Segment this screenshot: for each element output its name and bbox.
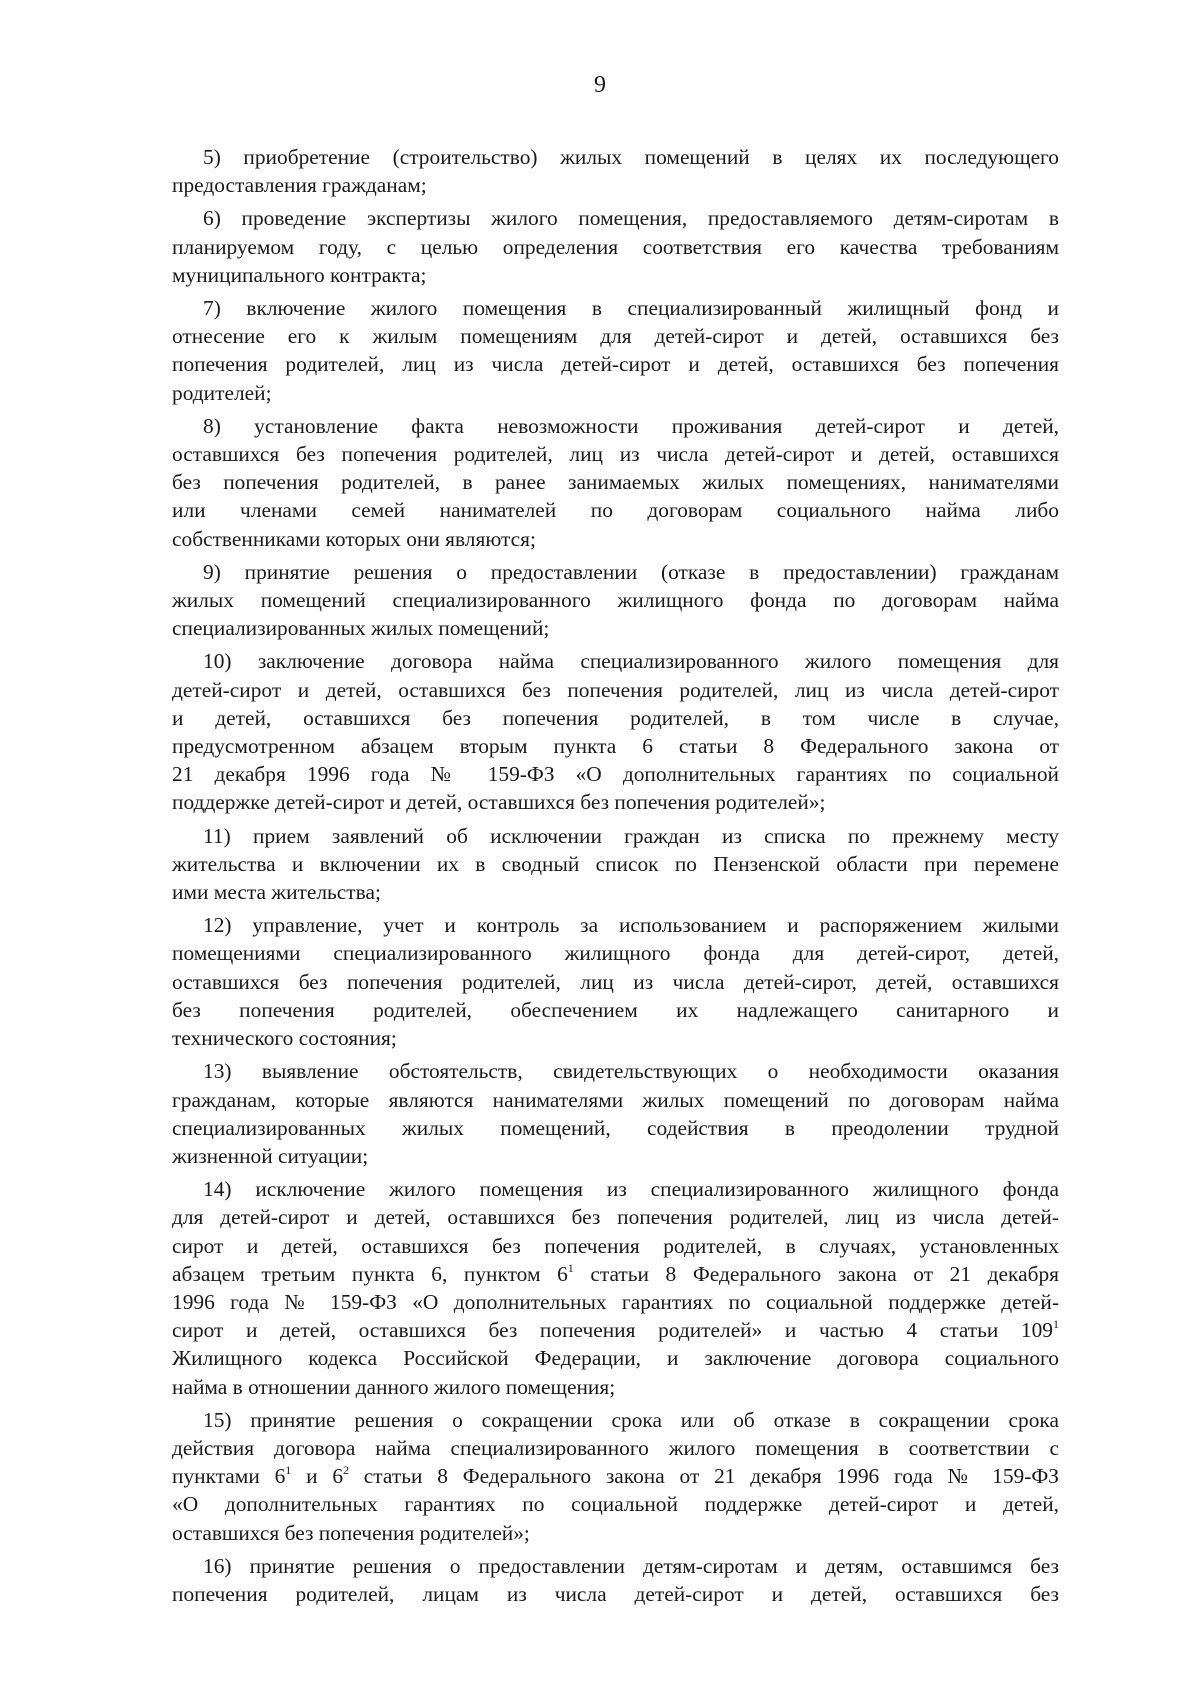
text-line: 7) включение жилого помещения в специализированный жилищный фонд и bbox=[203, 296, 1059, 321]
text-line: жительства и включении их в сводный список по Пензенской области при перемене bbox=[172, 851, 1059, 876]
text-line: предусмотренном абзацем вторым пункта 6 статьи 8 Федерального закона от bbox=[172, 734, 1059, 759]
list-item bbox=[172, 558, 1059, 643]
text-line: для детей-сирот и детей, оставшихся без попечения родителей, лиц из числа детей- bbox=[172, 1205, 1059, 1230]
text-line: планируемом году, с целью определения соответствия его качества требованиям bbox=[172, 234, 1059, 259]
text-line: 6) проведение экспертизы жилого помещения, предоставляемого детям-сиротам в bbox=[203, 206, 1059, 231]
text-line: детей-сирот и детей, оставшихся без попечения родителей, лиц из числа детей-сирот bbox=[172, 677, 1059, 702]
text-line: 8) установление факта невозможности проживания детей-сирот и детей, bbox=[203, 413, 1059, 438]
text-line: гражданам, которые являются нанимателями жилых помещений по договорам найма bbox=[172, 1087, 1059, 1112]
text-line: 9) принятие решения о предоставлении (отказе в предоставлении) гражданам bbox=[203, 559, 1059, 584]
text-line: попечения родителей, лиц из числа детей-сирот и детей, оставшихся без попечения bbox=[172, 352, 1059, 377]
text-line: «О дополнительных гарантиях по социальной поддержке детей-сирот и детей, bbox=[172, 1492, 1059, 1517]
document-body bbox=[172, 143, 1059, 1613]
text-line: 11) прием заявлений об исключении граждан из списка по прежнему месту bbox=[203, 823, 1059, 848]
text-line: специализированных жилых помещений; bbox=[172, 616, 550, 641]
text-line: ими места жительства; bbox=[172, 880, 381, 905]
list-item bbox=[172, 204, 1059, 289]
text-line: специализированных жилых помещений, содействия в преодолении трудной bbox=[172, 1115, 1059, 1140]
page-number: 9 bbox=[594, 72, 606, 98]
list-item bbox=[172, 1552, 1059, 1608]
text-line: 14) исключение жилого помещения из специализированного жилищного фонда bbox=[203, 1177, 1059, 1202]
text-line: сирот и детей, оставшихся без попечения родителей» и частью 4 статьи $109^1$ bbox=[172, 1317, 1059, 1343]
list-item bbox=[172, 1175, 1059, 1401]
text-line: отнесение его к жилым помещениям для детей-сирот и детей, оставшихся без bbox=[172, 324, 1059, 349]
list-item bbox=[172, 822, 1059, 907]
text-line: 5) приобретение (строительство) жилых помещений в целях их последующего bbox=[203, 145, 1059, 169]
text-line: попечения родителей, лицам из числа детей-сирот и детей, оставшихся без bbox=[172, 1581, 1059, 1606]
list-item bbox=[172, 1406, 1059, 1547]
text-line: найма в отношении данного жилого помещения; bbox=[172, 1374, 616, 1399]
text-line: или членами семей нанимателей по договорам социального найма либо bbox=[172, 498, 1059, 523]
text-line: жизненной ситуации; bbox=[172, 1143, 369, 1168]
text-line: абзацем третьим пункта 6, пунктом $6^1$ статьи 8 Федерального закона от 21 декабря bbox=[172, 1260, 1059, 1286]
text-line: без попечения родителей, обеспечением их надлежащего санитарного и bbox=[172, 997, 1059, 1022]
text-line: 16) принятие решения о предоставлении детям-сиротам и детям, оставшимся без bbox=[203, 1553, 1059, 1578]
text-line: 21 декабря 1996 года № 159-ФЗ «О дополнительных гарантиях по социальной bbox=[172, 762, 1059, 787]
text-line: действия договора найма специализированного жилого помещения в соответствии с bbox=[172, 1435, 1059, 1460]
text-line: 10) заключение договора найма специализированного жилого помещения для bbox=[203, 649, 1059, 674]
text-line: сирот и детей, оставшихся без попечения родителей, в случаях, установленных bbox=[172, 1233, 1059, 1258]
list-item bbox=[172, 647, 1059, 816]
text-line: 15) принятие решения о сокращении срока или об отказе в сокращении срока bbox=[203, 1407, 1059, 1432]
text-line: оставшихся без попечения родителей»; bbox=[172, 1520, 530, 1545]
text-line: 13) выявление обстоятельств, свидетельствующих о необходимости оказания bbox=[203, 1059, 1059, 1084]
text-line: собственниками которых они являются; bbox=[172, 526, 536, 551]
text-line: технического состояния; bbox=[172, 1026, 397, 1051]
text-line: 12) управление, учет и контроль за использованием и распоряжением жилыми bbox=[203, 913, 1059, 938]
list-item bbox=[172, 143, 1059, 199]
text-line: жилых помещений специализированного жилищного фонда по договорам найма bbox=[172, 588, 1059, 613]
text-line: и детей, оставшихся без попечения родителей, в том числе в случае, bbox=[172, 705, 1059, 730]
text-line: Жилищного кодекса Российской Федерации, и заключение договора социального bbox=[172, 1346, 1059, 1371]
text-line: поддержке детей-сирот и детей, оставшихся без попечения родителей»; bbox=[172, 790, 826, 815]
list-item bbox=[172, 1057, 1059, 1170]
text-line: без попечения родителей, в ранее занимаемых жилых помещениях, нанимателями bbox=[172, 470, 1059, 495]
text-line: предоставления гражданам; bbox=[172, 173, 427, 198]
text-line: муниципального контракта; bbox=[172, 262, 427, 287]
list-item bbox=[172, 294, 1059, 407]
text-line: оставшихся без попечения родителей, лиц из числа детей-сирот и детей, оставшихся bbox=[172, 442, 1059, 467]
text-line: пунктами $6^1$ и $6^2$ статьи 8 Федерального закона от 21 декабря 1996 года № 159-ФЗ bbox=[172, 1463, 1059, 1489]
text-line: 1996 года № 159-ФЗ «О дополнительных гарантиях по социальной поддержке детей- bbox=[172, 1289, 1059, 1314]
text-line: родителей; bbox=[172, 380, 272, 405]
list-item bbox=[172, 412, 1059, 553]
text-line: помещениями специализированного жилищного фонда для детей-сирот, детей, bbox=[172, 941, 1059, 966]
list-item bbox=[172, 911, 1059, 1052]
text-line: оставшихся без попечения родителей, лиц из числа детей-сирот, детей, оставшихся bbox=[172, 969, 1059, 994]
